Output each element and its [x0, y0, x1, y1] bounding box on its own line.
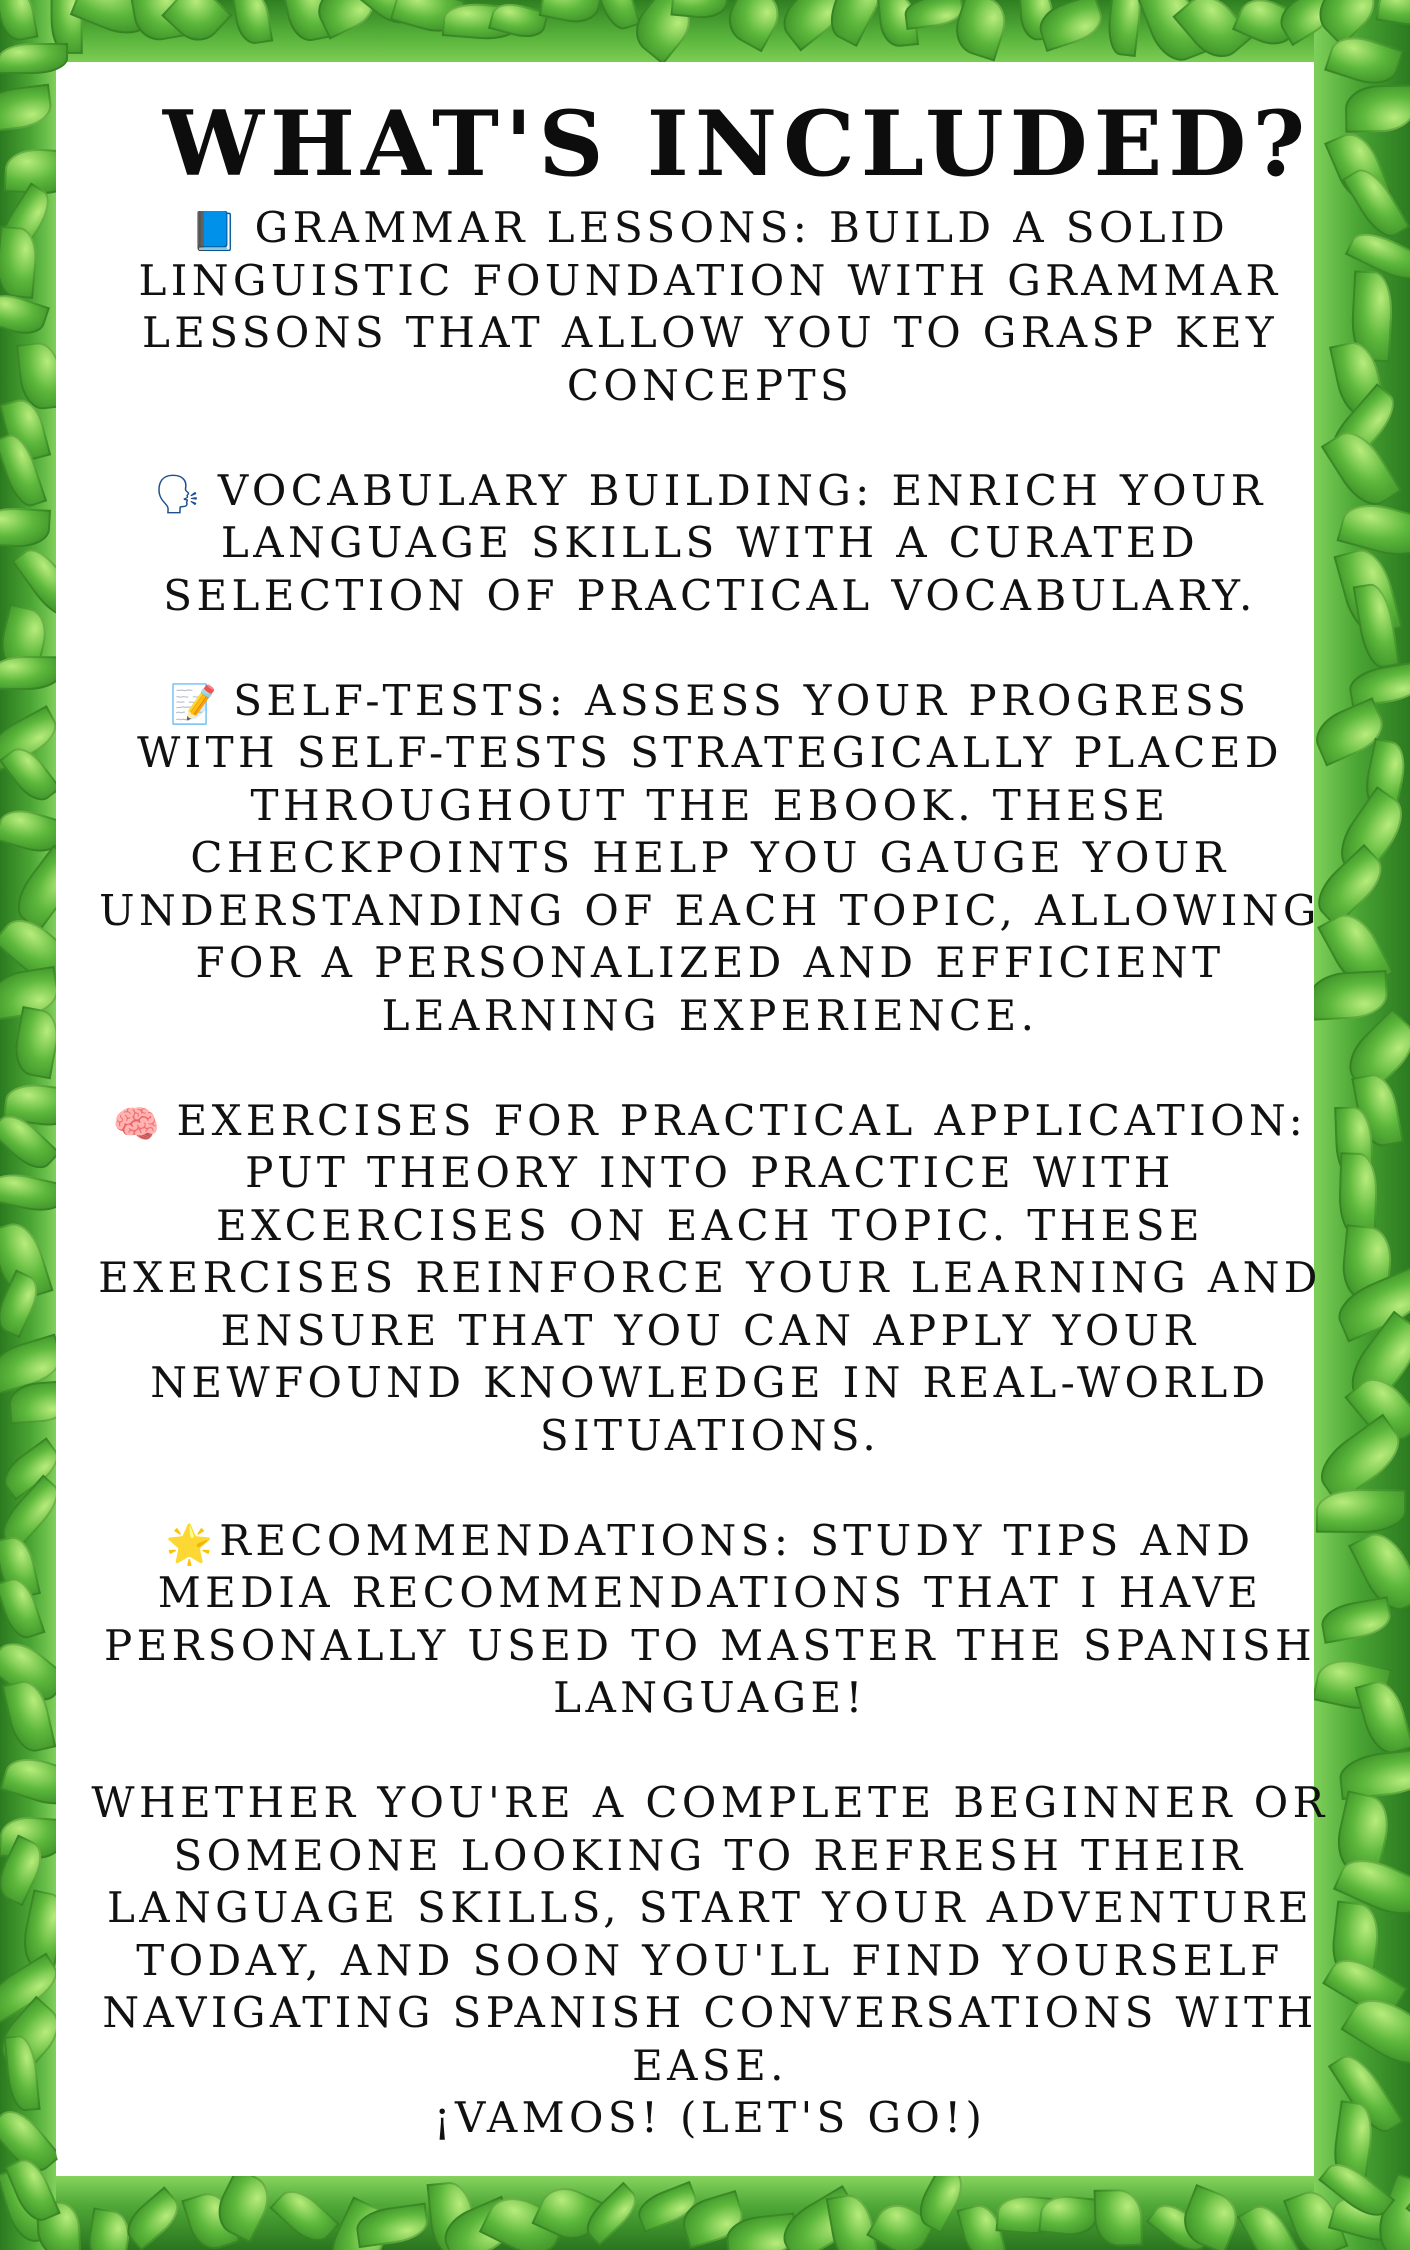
feature-self-tests [90, 675, 1330, 1043]
closing-text: WHETHER YOU'RE A COMPLETE BEGINNER OR SOMEONE LOOKING TO REFRESH THEIR LANGUAGE SKILLS, START YOUR ADVENTURE TODAY, AND SOON YOU'LL FIND YOURSELF NAVIGATING SPANISH CONVERSATIONS WITH EASE. [91, 1778, 1329, 2090]
feature-text: VOCABULARY BUILDING: ENRICH YOUR LANGUAGE SKILLS WITH A CURATED SELECTION OF PRACTICAL VOCABULARY. [163, 465, 1267, 620]
brain-icon: 🧠 [112, 1101, 165, 1146]
feature-exercises [90, 1095, 1330, 1463]
feature-text: GRAMMAR LESSONS: BUILD A SOLID LINGUISTIC FOUNDATION WITH GRAMMAR LESSONS THAT ALLOW YOU TO GRASP KEY CONCEPTS [138, 203, 1282, 410]
glowing-star-icon: 🌟 [165, 1521, 218, 1566]
feature-grammar [90, 202, 1330, 412]
leaf-decoration [0, 43, 67, 75]
leaf-decoration [1345, 85, 1410, 133]
feature-vocabulary [90, 465, 1330, 623]
closing-signoff: ¡VAMOS! (LET'S GO!) [433, 2093, 987, 2142]
page-title: WHAT'S INCLUDED? [162, 91, 1312, 197]
closing-paragraph [90, 1777, 1330, 2145]
feature-text: SELF-TESTS: ASSESS YOUR PROGRESS WITH SELF-TESTS STRATEGICALLY PLACED THROUGHOUT THE EBOOK. THESE CHECKPOINTS HELP YOU GAUGE YOUR UNDERSTANDING OF EACH TOPIC, ALLOWING FOR A PERSONALIZED AND EFFICIENT LEARNING EXPERIENCE. [99, 675, 1321, 1040]
speaking-head-icon: 🗣 [153, 471, 206, 516]
page-content [90, 88, 1330, 2145]
feature-text: EXERCISES FOR PRACTICAL APPLICATION: PUT THEORY INTO PRACTICE WITH EXCERCISES ON EACH TOPIC. THESE EXERCISES REINFORCE YOUR LEARNING AND ENSURE THAT YOU CAN APPLY YOUR NEWFOUND KNOWLEDGE IN REAL-WORLD SITUATIONS. [98, 1095, 1322, 1460]
feature-recommendations [90, 1515, 1330, 1725]
memo-icon: 📝 [169, 681, 222, 726]
feature-text: RECOMMENDATIONS: STUDY TIPS AND MEDIA RECOMMENDATIONS THAT I HAVE PERSONALLY USED TO MASTER THE SPANISH LANGUAGE! [103, 1515, 1317, 1722]
leaf-decoration [1094, 2189, 1143, 2247]
book-icon: 📘 [190, 209, 243, 253]
